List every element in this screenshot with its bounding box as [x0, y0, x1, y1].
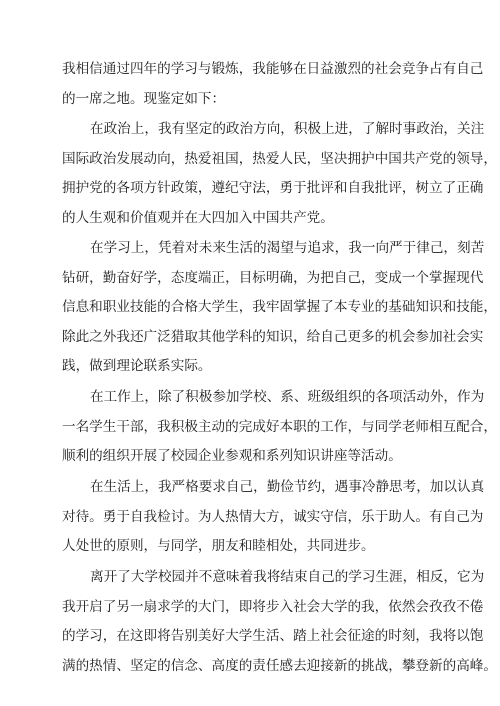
text-line: 的人生观和价值观并在大四加入中国共产党。 — [62, 209, 334, 226]
paragraph-life — [62, 473, 485, 562]
text-line: 在政治上，我有坚定的政治方向，积极上进，了解时事政治，关注 — [90, 121, 485, 137]
paragraph-intro — [62, 55, 484, 114]
text-line: 离开了大学校园并不意味着我将结束自己的学习生涯，相反，它为 — [90, 569, 485, 585]
paragraph-politics — [62, 115, 497, 233]
text-line: 人处世的原则，与同学，朋友和睦相处，共同进步。 — [62, 538, 375, 554]
text-line: 在生活上，我严格要求自己，勤俭节约，遇事冷静思考，加以认真 — [90, 479, 485, 495]
text-line: 践，做到理论联系实际。 — [62, 358, 212, 374]
paragraph-future — [62, 563, 497, 681]
text-line: 信息和职业技能的合格大学生，我牢固掌握了本专业的基础知识和技能， — [62, 299, 497, 315]
text-line: 我相信通过四年的学习与锻炼，我能够在日益激烈的社会竞争占有自己 — [62, 61, 484, 77]
text-line: 钻研，勤奋好学，态度端正，目标明确，为把自己，变成一个掌握现代 — [62, 269, 484, 286]
text-line: 我开启了另一扇求学的大门，即将步入社会大学的我，依然会孜孜不倦 — [62, 598, 484, 615]
text-line: 的一席之地。现鉴定如下： — [62, 90, 226, 107]
text-line: 拥护党的各项方针政策，遵纪守法，勇于批评和自我批评，树立了正确 — [62, 180, 484, 196]
text-line: 在工作上，除了积极参加学校、系、班级组织的各项活动外，作为 — [90, 389, 485, 405]
text-line: 满的热情、坚定的信念、高度的责任感去迎接新的挑战，攀登新的高峰。 — [62, 657, 497, 674]
paragraph-study — [62, 234, 497, 382]
text-line: 顺利的组织开展了校园企业参观和系列知识讲座等活动。 — [62, 448, 402, 464]
text-line: 一名学生干部，我积极主动的完成好本职的工作，与同学老师相互配合， — [62, 418, 497, 435]
text-line: 在学习上，凭着对未来生活的渴望与追求，我一向严于律己，刻苦 — [90, 240, 485, 256]
paragraph-work — [62, 383, 497, 472]
text-line: 的学习，在这即将告别美好大学生活、踏上社会征途的时刻，我将以饱 — [62, 628, 484, 644]
text-line: 除此之外我还广泛猎取其他学科的知识，给自己更多的机会参加社会实 — [62, 328, 484, 345]
text-line: 国际政治发展动向，热爱祖国，热爱人民，坚决拥护中国共产党的领导， — [62, 150, 497, 167]
text-line: 对待。勇于自我检讨。为人热情大方，诚实守信，乐于助人。有自己为 — [62, 508, 484, 525]
